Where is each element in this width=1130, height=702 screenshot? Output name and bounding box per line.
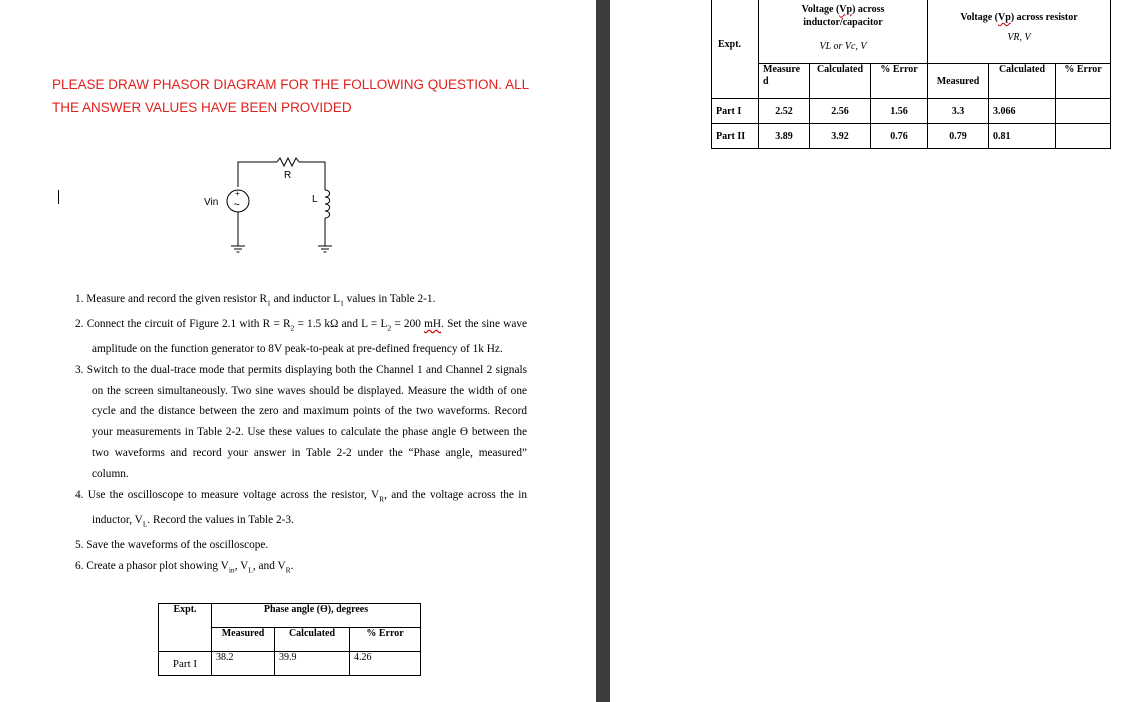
step-5: 5. Save the waveforms of the oscilloscope. [75, 538, 269, 551]
col-error-vr: % Error [1056, 64, 1111, 99]
phase-angle-table [158, 603, 421, 676]
vl-measured-cell: 2.52 [759, 99, 810, 124]
wire-left-top [238, 162, 277, 187]
vr-calculated-cell: 3.066 [989, 99, 1056, 124]
phase-col-error: % Error [350, 628, 421, 652]
rl-circuit-diagram [195, 150, 355, 260]
vr-error-cell [1056, 99, 1111, 124]
step-2: 2. Connect the circuit of Figure 2.1 with $R = R_2 = 1.5$ kΩ and $L = L_2 = 200$ mH. Set the sine wave amplitude on the function generator to 8V peak-to-peak at pre-defined frequency of 1k Hz. [75, 318, 528, 356]
step-1: 1. Measure and record the given resistor $R_1$ and inductor $L_1$ values in Table 2-1. [75, 293, 436, 308]
wire-right-top [299, 162, 325, 190]
step-4: 4. Use the oscilloscope to measure voltage across the resistor, $V_R$, and the voltage across the in inductor, $V_L$. Record the values in Table 2-3. [75, 488, 528, 528]
resistor-symbol [277, 158, 299, 166]
source-tilde-icon: ~ [233, 199, 240, 211]
col-measured-vl: Measure d [759, 64, 810, 99]
text-cursor [58, 190, 59, 204]
voltage-expt-header: Expt. [712, 0, 759, 99]
request-heading [52, 73, 572, 119]
phase-col-calculated: Calculated [275, 628, 350, 652]
phase-calculated-value: 39.9 [275, 652, 350, 676]
inductor-voltage-subheader: VL or Vc, V [819, 40, 867, 52]
vl-calculated-cell: 3.92 [810, 124, 871, 149]
source-plus-sign: + [235, 189, 240, 198]
resistor-voltage-subheader: VR, V [1007, 32, 1031, 43]
inductor-symbol [325, 190, 330, 218]
source-label: Vin [204, 197, 219, 208]
phase-measured-value: 38.2 [212, 652, 275, 676]
step-3: 3. Switch to the dual-trace mode that permits displaying both the Channel 1 and Channel 2 signals on the screen simultaneously. Two sine waves should be displayed. Measure the width of one cycle and the distance between the zero and maximum points of the two waveforms. Record your measurements in Table 2-2. Use these values to calculate the phase angle ϴ between the two waveforms and record your answer in Table 2-2 under the “Phase angle, measured” column. [75, 363, 527, 480]
voltage-row-label: Part I [712, 99, 759, 124]
ground-right-icon [318, 246, 332, 252]
heading-line-1: PLEASE DRAW PHASOR DIAGRAM FOR THE FOLLOWING QUESTION. ALL [52, 77, 530, 92]
vl-error-cell: 0.76 [871, 124, 928, 149]
resistor-voltage-group-header: Voltage (Vp) across resistor VR, V [928, 0, 1111, 64]
vr-measured-cell: 0.79 [928, 124, 989, 149]
phase-expt-header: Expt. [159, 604, 212, 652]
voltage-row-label: Part II [712, 124, 759, 149]
col-calculated-vl: Calculated [810, 64, 871, 99]
inductor-label: L [312, 194, 318, 205]
col-error-vl: % Error [871, 64, 928, 99]
ground-left-icon [231, 246, 245, 252]
step-6: 6. Create a phasor plot showing $V_{in}$, $V_L$, and $V_R$. [75, 559, 294, 574]
heading-line-2: THE ANSWER VALUES HAVE BEEN PROVIDED [52, 100, 352, 115]
phase-error-value: 4.26 [350, 652, 421, 676]
voltage-table [711, 0, 1111, 149]
col-measured-vr: Measured [928, 64, 989, 99]
procedure-steps [75, 289, 527, 581]
phase-group-header: Phase angle (ϴ), degrees [212, 604, 421, 628]
vl-measured-cell: 3.89 [759, 124, 810, 149]
resistor-label: R [284, 170, 292, 181]
col-calculated-vr: Calculated [989, 64, 1056, 99]
phase-row-label: Part I [159, 652, 212, 676]
vr-measured-cell: 3.3 [928, 99, 989, 124]
page-divider [596, 0, 610, 702]
vl-calculated-cell: 2.56 [810, 99, 871, 124]
inductor-voltage-group-header: Voltage (Vp) across inductor/capacitor VL or Vc, V [759, 0, 928, 64]
vr-calculated-cell: 0.81 [989, 124, 1056, 149]
vr-error-cell [1056, 124, 1111, 149]
phase-col-measured: Measured [212, 628, 275, 652]
vl-error-cell: 1.56 [871, 99, 928, 124]
